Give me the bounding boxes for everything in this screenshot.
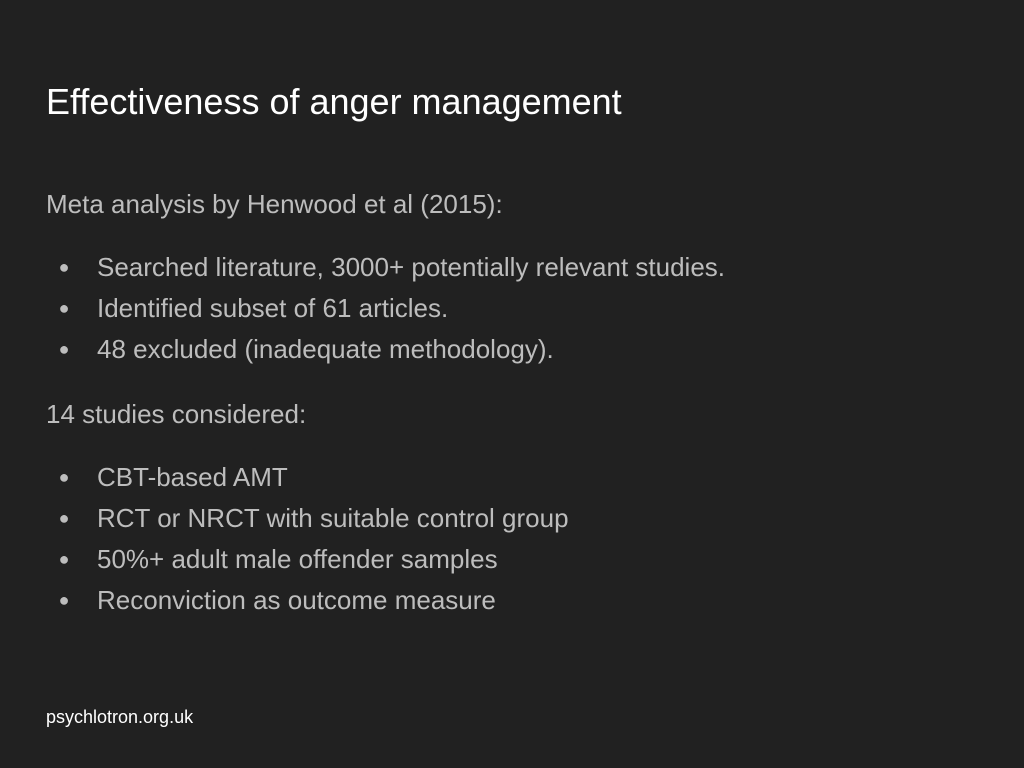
- bullet-icon: ●: [58, 549, 70, 569]
- list-item-text: Searched literature, 3000+ potentially relevant studies.: [97, 252, 725, 282]
- list-item-text: 48 excluded (inadequate methodology).: [97, 334, 554, 364]
- bullet-icon: ●: [58, 339, 70, 359]
- bullet-icon: ●: [58, 467, 70, 487]
- list-item-text: RCT or NRCT with suitable control group: [97, 503, 569, 533]
- list-item-text: Identified subset of 61 articles.: [97, 293, 449, 323]
- intro-text: Meta analysis by Henwood et al (2015):: [46, 189, 503, 219]
- bullet-icon: ●: [58, 508, 70, 528]
- bullet-icon: ●: [58, 590, 70, 610]
- list-item-text: CBT-based AMT: [97, 462, 288, 492]
- list-item-text: 50%+ adult male offender samples: [97, 544, 498, 574]
- slide-title: Effectiveness of anger management: [46, 81, 622, 122]
- bullet-icon: ●: [58, 257, 70, 277]
- footer-credit: psychlotron.org.uk: [46, 707, 194, 727]
- list-item-text: Reconviction as outcome measure: [97, 585, 496, 615]
- studies-heading: 14 studies considered:: [46, 399, 307, 429]
- bullet-icon: ●: [58, 298, 70, 318]
